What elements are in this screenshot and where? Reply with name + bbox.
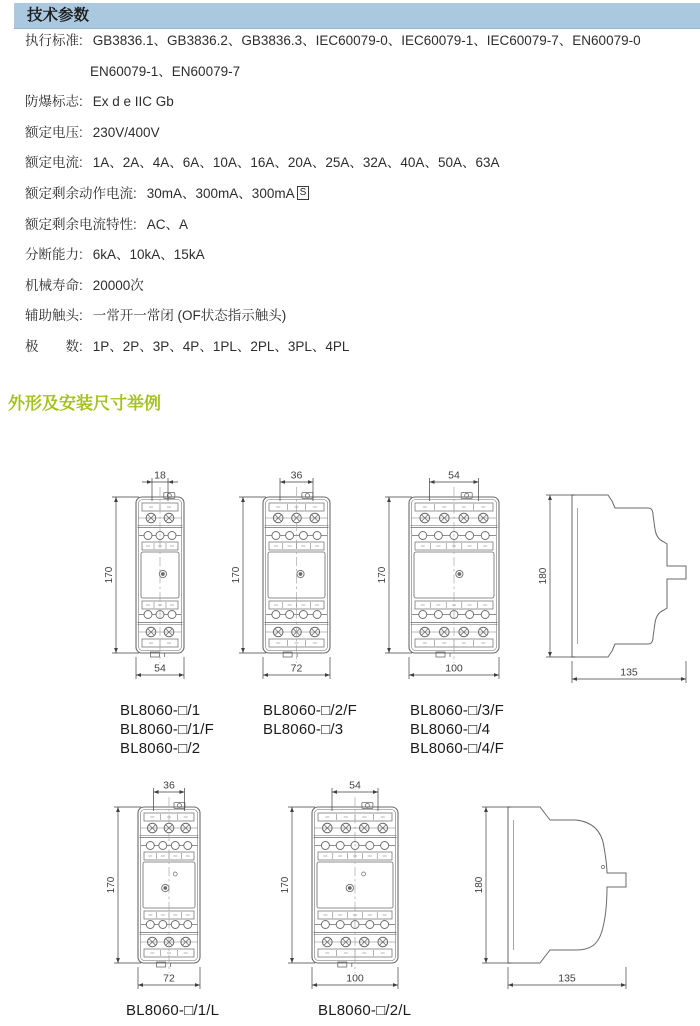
spec-label: 分断能力: [25,247,83,263]
svg-text:170: 170 [106,876,117,894]
model-label-group-2 [263,701,357,739]
outline-drawing-2module-front [229,465,342,687]
spec-value: AC、A [146,216,189,232]
svg-text:170: 170 [280,876,291,894]
spec-row [25,26,693,57]
technical-specs-list [25,26,693,363]
model-label-group-3 [410,701,504,758]
spec-label: 极 数: [25,338,83,354]
spec-row [25,240,693,271]
spec-value: 1P、2P、3P、4P、1PL、2PL、3PL、4PL [92,338,350,354]
model-label: BL8060-□/3 [263,721,344,738]
outline-drawing-l-version-front-small [104,775,212,997]
model-label: BL8060-□/4 [410,721,491,738]
svg-text:54: 54 [448,469,460,482]
spec-label: 防爆标志: [25,94,83,110]
spec-row [25,179,693,210]
spec-row [25,210,693,241]
svg-text:36: 36 [290,469,303,482]
svg-text:170: 170 [104,566,115,584]
svg-text:180: 180 [538,567,549,585]
spec-label: 额定电压: [25,124,83,140]
svg-text:170: 170 [377,566,388,584]
spec-label: 额定剩余动作电流: [25,185,137,201]
spec-row [25,332,693,363]
spec-label: 机械寿命: [25,277,83,293]
spec-value: Ex d e IIC Gb [92,94,174,110]
spec-row-continuation [25,57,693,88]
dimensions-section-title: 外形及安装尺寸举例 [8,394,161,413]
spec-value: 1A、2A、4A、6A、10A、16A、20A、25A、32A、40A、50A、63A [92,155,500,171]
model-label: BL8060-□/1/F [120,721,215,738]
spec-label: 额定剩余电流特性: [25,216,137,232]
svg-text:100: 100 [346,972,364,985]
svg-text:170: 170 [231,566,242,584]
spec-value: 230V/400V [92,124,160,140]
svg-text:54: 54 [154,662,166,675]
model-label: BL8060-□/2/L [318,1002,412,1019]
outline-drawing-side-view [538,465,700,689]
svg-text:18: 18 [154,469,166,482]
svg-text:72: 72 [290,662,303,675]
outline-drawing-l-version-side [474,777,642,995]
spec-label: 执行标准: [25,33,83,48]
spec-label: 额定电流: [25,155,83,171]
model-label: BL8060-□/1 [120,702,201,719]
svg-text:135: 135 [558,972,576,985]
spec-value: GB3836.1、GB3836.2、GB3836.3、IEC60079-0、IEC60079-1、IEC60079-7、EN60079-0 [92,33,641,48]
spec-row [25,301,693,332]
svg-text:100: 100 [445,662,463,675]
outline-drawing-1module-front [102,465,196,687]
spec-value: EN60079-1、EN60079-7 [90,63,241,79]
spec-value: 一常开一常闭 (OF状态指示触头) [92,308,287,324]
outline-drawing-3module-front [375,465,511,687]
outline-drawing-l-version-front-large [278,775,410,997]
svg-text:180: 180 [474,876,485,894]
spec-row [25,87,693,118]
spec-row [25,148,693,179]
model-label: BL8060-□/3/F [410,702,505,719]
svg-text:36: 36 [163,779,175,792]
svg-text:135: 135 [620,666,638,679]
model-label-group-1 [120,701,214,758]
page-title: 技术参数 [27,7,90,24]
spec-label: 辅助触头: [25,308,83,324]
spec-value: 20000次 [92,277,144,293]
svg-text:72: 72 [163,972,175,985]
svg-text:54: 54 [349,779,361,792]
spec-value: 6kA、10kA、15kA [92,247,205,263]
spec-row [25,271,693,302]
model-label: BL8060-□/2/F [263,702,358,719]
spec-row [25,118,693,149]
model-label: BL8060-□/4/F [410,740,505,757]
s-type-badge: S [297,186,310,200]
spec-value: 30mA、300mA、300mA [146,185,295,201]
model-label: BL8060-□/1/L [126,1002,220,1019]
model-label: BL8060-□/2 [120,740,201,757]
